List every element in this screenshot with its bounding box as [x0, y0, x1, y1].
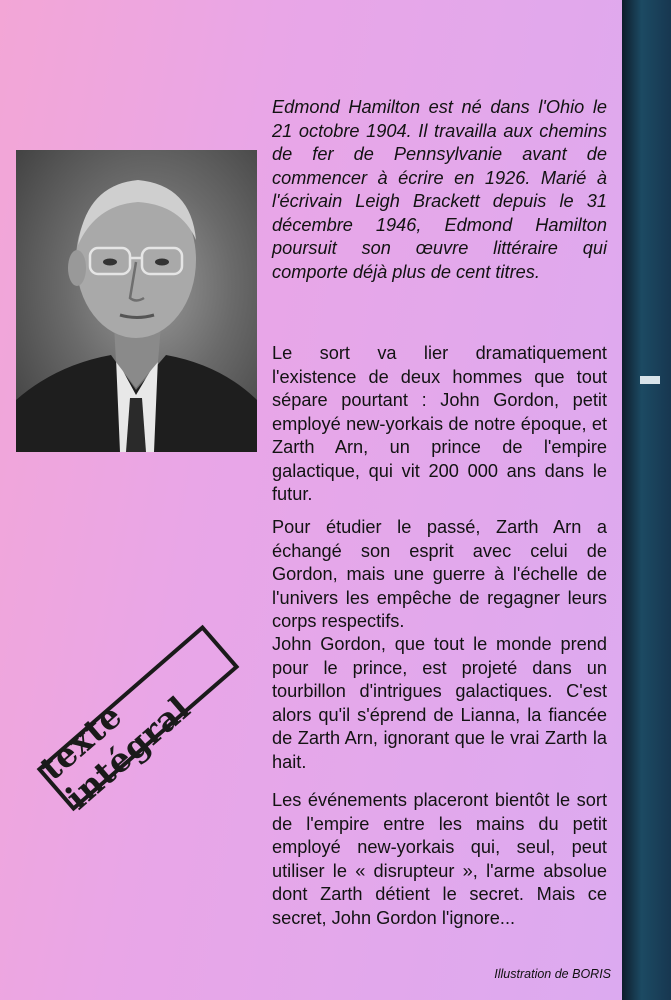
spine-mark: [640, 376, 660, 384]
synopsis-paragraph: John Gordon, que tout le monde prend pour le prince, est projeté dans un tourbillon d'intrigues galactiques. C'est alors qu'il s'éprend de Lianna, la fiancée de Zarth Arn, ignorant que le vrai Zarth la hait.: [272, 634, 607, 772]
author-portrait-drawing: [16, 150, 257, 452]
author-bio: Edmond Hamilton est né dans l'Ohio le 21 octobre 1904. Il travailla aux chemins de fer de Pennsylvanie avant de commencer à écrire en 1926. Marié à l'écrivain Leigh Brackett depuis le 31 décembre 1946, Edmond Hamilton poursuit son œuvre littéraire qui comporte déjà plus de cent titres.: [272, 97, 607, 282]
synopsis-paragraph: Le sort va lier dramatiquement l'existence de deux hommes que tout sépare pourtant : John Gordon, petit employé new-yorkais de notre époque, et Zarth Arn, un prince de l'empire galactique, qui vit 200 000 ans dans le futur.: [272, 343, 607, 504]
synopsis-paragraph: Les événements placeront bientôt le sort de l'empire entre les mains du petit employé new-yorkais qui, seul, peut utiliser le « disrupteur », l'arme absolue dont Zarth détient le secret. Mais ce secret, John Gordon l'ignore...: [272, 790, 607, 928]
stamp-text: texte intégral: [32, 688, 198, 817]
book-spine: [622, 0, 671, 1000]
synopsis-paragraph: Pour étudier le passé, Zarth Arn a échangé son esprit avec celui de Gordon, mais une guerre à l'échelle de l'univers les empêche de regagner leurs corps respectifs.: [272, 517, 607, 631]
author-portrait: [16, 150, 257, 452]
illustration-credit: Illustration de BORIS: [494, 967, 611, 981]
